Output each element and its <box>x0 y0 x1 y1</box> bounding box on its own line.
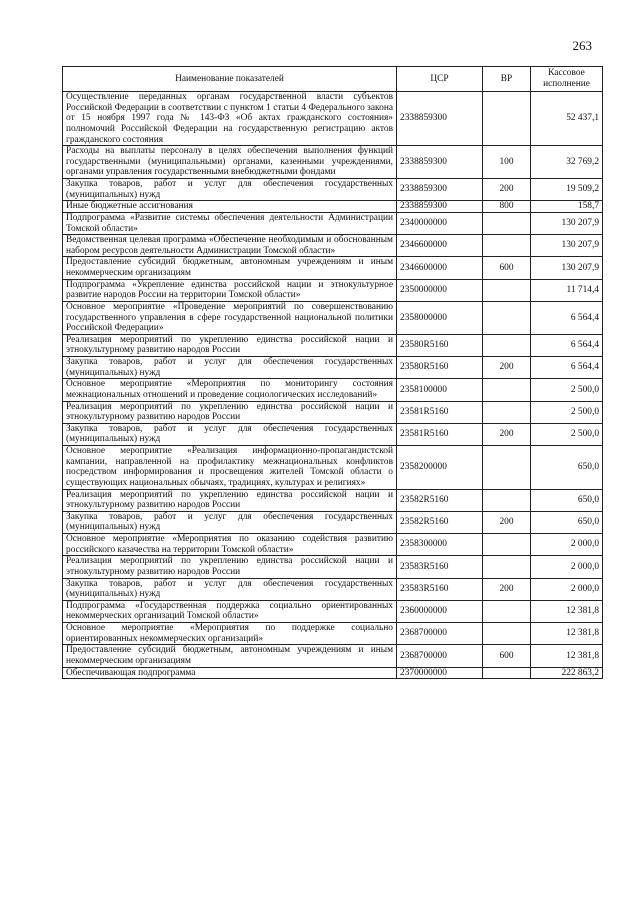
header-csr: ЦСР <box>397 67 483 92</box>
row-vr-cell <box>483 556 531 578</box>
row-vr-cell <box>483 92 531 146</box>
row-vr-cell: 200 <box>483 179 531 201</box>
row-amount-cell: 6 564,4 <box>531 334 603 356</box>
row-amount-cell: 11 714,4 <box>531 279 603 301</box>
row-name-cell: Иные бюджетные ассигнования <box>63 201 397 213</box>
row-csr-cell: 23580R5160 <box>397 334 483 356</box>
row-csr-cell: 23580R5160 <box>397 357 483 379</box>
row-csr-cell: 2338859300 <box>397 146 483 179</box>
row-name-cell: Основное мероприятие «Реализация информационно-пропагандистской кампании, направленной на профилактику межнациональных конфликтов посредством информирования и просвещения жителей Томской области о существующих национальных обычаях, традициях, культурах и религиях» <box>63 446 397 490</box>
table-row <box>63 489 603 511</box>
row-amount-cell: 12 381,8 <box>531 645 603 667</box>
row-amount-cell: 650,0 <box>531 511 603 533</box>
row-csr-cell: 23581R5160 <box>397 401 483 423</box>
table-row <box>63 235 603 257</box>
row-name-cell: Основное мероприятие «Мероприятия по мониторингу состояния межнациональных отношений и проведение социологических исследований» <box>63 379 397 401</box>
row-vr-cell: 100 <box>483 146 531 179</box>
row-csr-cell: 2358100000 <box>397 379 483 401</box>
table-row <box>63 600 603 622</box>
row-amount-cell: 650,0 <box>531 446 603 490</box>
row-csr-cell: 2370000000 <box>397 667 483 679</box>
row-amount-cell: 12 381,8 <box>531 600 603 622</box>
row-amount-cell: 130 207,9 <box>531 257 603 279</box>
table-row <box>63 534 603 556</box>
row-amount-cell: 32 769,2 <box>531 146 603 179</box>
row-csr-cell: 23582R5160 <box>397 489 483 511</box>
row-csr-cell: 2368700000 <box>397 645 483 667</box>
row-csr-cell: 2338859300 <box>397 201 483 213</box>
table-row <box>63 667 603 679</box>
row-amount-cell: 19 509,2 <box>531 179 603 201</box>
row-vr-cell: 200 <box>483 511 531 533</box>
row-vr-cell <box>483 401 531 423</box>
row-csr-cell: 2358300000 <box>397 534 483 556</box>
row-amount-cell: 52 437,1 <box>531 92 603 146</box>
row-vr-cell <box>483 600 531 622</box>
row-csr-cell: 2350000000 <box>397 279 483 301</box>
row-name-cell: Подпрограмма «Развитие системы обеспечения деятельности Администрации Томской области» <box>63 212 397 234</box>
row-vr-cell <box>483 623 531 645</box>
row-csr-cell: 2346600000 <box>397 257 483 279</box>
row-vr-cell <box>483 489 531 511</box>
table-row <box>63 357 603 379</box>
row-name-cell: Предоставление субсидий бюджетным, автономным учреждениям и иным некоммерческим организациям <box>63 645 397 667</box>
row-vr-cell <box>483 212 531 234</box>
row-csr-cell: 2360000000 <box>397 600 483 622</box>
page-number: 263 <box>572 38 592 53</box>
row-name-cell: Подпрограмма «Государственная поддержка социально ориентированных некоммерческих организаций Томской области» <box>63 600 397 622</box>
table-row <box>63 556 603 578</box>
table-row <box>63 92 603 146</box>
table-row <box>63 212 603 234</box>
row-vr-cell <box>483 534 531 556</box>
row-name-cell: Реализация мероприятий по укреплению единства российской нации и этнокультурному развитию народов России <box>63 556 397 578</box>
row-vr-cell <box>483 446 531 490</box>
row-csr-cell: 23581R5160 <box>397 423 483 445</box>
row-amount-cell: 650,0 <box>531 489 603 511</box>
table-body <box>63 92 603 679</box>
row-amount-cell: 158,7 <box>531 201 603 213</box>
row-vr-cell: 200 <box>483 357 531 379</box>
row-csr-cell: 23583R5160 <box>397 578 483 600</box>
row-vr-cell <box>483 667 531 679</box>
table-row <box>63 334 603 356</box>
row-name-cell: Закупка товаров, работ и услуг для обеспечения государственных (муниципальных) нужд <box>63 423 397 445</box>
row-vr-cell <box>483 301 531 334</box>
budget-table <box>62 66 603 679</box>
table-row <box>63 645 603 667</box>
row-name-cell: Ведомственная целевая программа «Обеспечение необходимым и обоснованным набором ресурсов деятельности Администрации Томской области» <box>63 235 397 257</box>
row-name-cell: Предоставление субсидий бюджетным, автономным учреждениям и иным некоммерческим организациям <box>63 257 397 279</box>
table-row <box>63 257 603 279</box>
table-row <box>63 146 603 179</box>
row-amount-cell: 6 564,4 <box>531 357 603 379</box>
row-amount-cell: 6 564,4 <box>531 301 603 334</box>
row-name-cell: Обеспечивающая подпрограмма <box>63 667 397 679</box>
table-row <box>63 578 603 600</box>
row-name-cell: Закупка товаров, работ и услуг для обеспечения государственных (муниципальных) нужд <box>63 511 397 533</box>
row-amount-cell: 2 500,0 <box>531 423 603 445</box>
row-vr-cell <box>483 334 531 356</box>
table-row <box>63 201 603 213</box>
row-vr-cell: 600 <box>483 645 531 667</box>
table-row <box>63 401 603 423</box>
row-amount-cell: 130 207,9 <box>531 212 603 234</box>
table-row <box>63 511 603 533</box>
row-vr-cell: 800 <box>483 201 531 213</box>
table-header-row <box>63 67 603 92</box>
row-amount-cell: 2 000,0 <box>531 578 603 600</box>
row-amount-cell: 12 381,8 <box>531 623 603 645</box>
row-csr-cell: 23583R5160 <box>397 556 483 578</box>
row-vr-cell <box>483 235 531 257</box>
row-csr-cell: 2358000000 <box>397 301 483 334</box>
row-amount-cell: 2 000,0 <box>531 534 603 556</box>
row-name-cell: Основное мероприятие «Проведение мероприятий по совершенствованию государственного управления в сфере государственной национальной политики Российской Федерации» <box>63 301 397 334</box>
row-name-cell: Расходы на выплаты персоналу в целях обеспечения выполнения функций государственными (муниципальными) органами, казенными учреждениями, органами управления государственными внебюджетными фондами <box>63 146 397 179</box>
header-name: Наименование показателей <box>63 67 397 92</box>
row-name-cell: Закупка товаров, работ и услуг для обеспечения государственных (муниципальных) нужд <box>63 357 397 379</box>
table-row <box>63 379 603 401</box>
row-amount-cell: 222 863,2 <box>531 667 603 679</box>
row-vr-cell <box>483 379 531 401</box>
row-amount-cell: 2 500,0 <box>531 401 603 423</box>
row-name-cell: Закупка товаров, работ и услуг для обеспечения государственных (муниципальных) нужд <box>63 578 397 600</box>
row-amount-cell: 2 000,0 <box>531 556 603 578</box>
row-name-cell: Реализация мероприятий по укреплению единства российской нации и этнокультурному развитию народов России <box>63 489 397 511</box>
row-amount-cell: 130 207,9 <box>531 235 603 257</box>
row-name-cell: Основное мероприятие «Мероприятия по поддержке социально ориентированных некоммерческих организаций» <box>63 623 397 645</box>
row-name-cell: Реализация мероприятий по укреплению единства российской нации и этнокультурному развитию народов России <box>63 334 397 356</box>
table-row <box>63 179 603 201</box>
table-row <box>63 446 603 490</box>
row-name-cell: Подпрограмма «Укрепление единства российской нации и этнокультурное развитие народов России на территории Томской области» <box>63 279 397 301</box>
table-row <box>63 623 603 645</box>
row-csr-cell: 2346600000 <box>397 235 483 257</box>
row-vr-cell: 200 <box>483 578 531 600</box>
row-vr-cell: 200 <box>483 423 531 445</box>
row-vr-cell <box>483 279 531 301</box>
table-row <box>63 301 603 334</box>
row-name-cell: Основное мероприятие «Мероприятия по оказанию содействия развитию российского казачества на территории Томской области» <box>63 534 397 556</box>
row-csr-cell: 2338859300 <box>397 179 483 201</box>
row-csr-cell: 2358200000 <box>397 446 483 490</box>
row-csr-cell: 2340000000 <box>397 212 483 234</box>
row-vr-cell: 600 <box>483 257 531 279</box>
row-name-cell: Закупка товаров, работ и услуг для обеспечения государственных (муниципальных) нужд <box>63 179 397 201</box>
header-vr: ВР <box>483 67 531 92</box>
row-amount-cell: 2 500,0 <box>531 379 603 401</box>
row-csr-cell: 2368700000 <box>397 623 483 645</box>
row-csr-cell: 23582R5160 <box>397 511 483 533</box>
row-csr-cell: 2338859300 <box>397 92 483 146</box>
row-name-cell: Осуществление переданных органам государственной власти субъектов Российской Федерации в соответствии с пунктом 1 статьи 4 Федерального закона от 15 ноября 1997 года № 143-ФЗ «Об актах гражданского состояния» полномочий Российской Федерации на государственную регистрацию актов гражданского состояния <box>63 92 397 146</box>
table-row <box>63 279 603 301</box>
row-name-cell: Реализация мероприятий по укреплению единства российской нации и этнокультурному развитию народов России <box>63 401 397 423</box>
header-amount: Кассовое исполнение <box>531 67 603 92</box>
table-row <box>63 423 603 445</box>
